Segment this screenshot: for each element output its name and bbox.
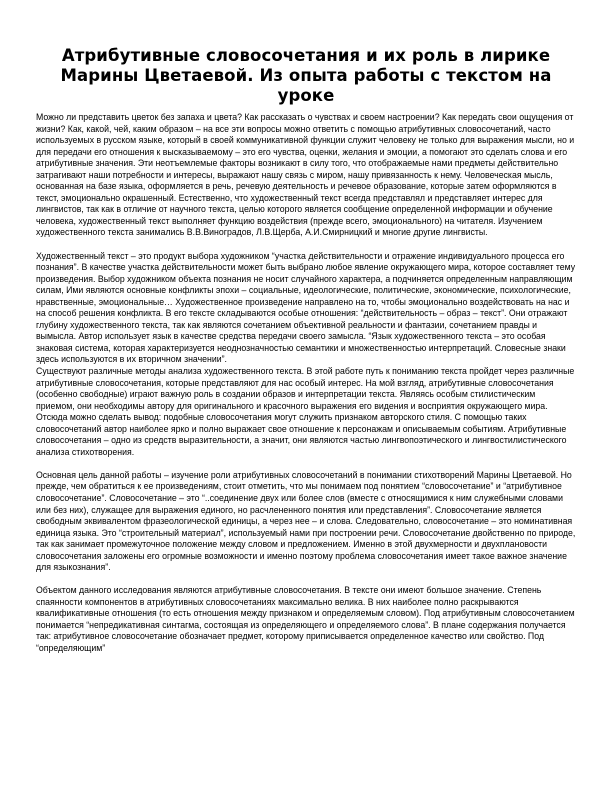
page-title: Атрибутивные словосочетания и их роль в лирике Марины Цветаевой. Из опыта работы с текстом на уроке <box>60 46 552 105</box>
paragraph-artistic-text: Художественный текст – это продукт выбора художником “участка действительности и отражение индивидуального процесса его познания”. В качестве участка действительности может быть выбрано любое явление окружающего мира, которое составляет тему произведения. Выбор художником объекта познания не носит случайного характера, а подчиняется определенным направляющим силам, Ими являются основные конфликты эпохи – социальные, идеологические, политические, экономические, психологические, нравственные, эмоциональные… Художественное произведение направлено на то, чтобы эмоционально воздействовать на нас и на способ решения конфликта. В его тексте складываются особые отношения: “действительность – образ – текст”. Они отражают глубину художественного текста, так как являются сочетанием объективной реальности и фантазии, сочетанием правды и вымысла. Автор использует язык в качестве средства передачи своего замысла. “Язык художественного текста – это особая знаковая система, которая характеризуется неоднозначностью семантики и множественностью интерпретаций. Словесные знаки здесь используются в их вторичном значении”. <box>36 250 576 365</box>
paragraph-main-goal: Основная цель данной работы – изучение роли атрибутивных словосочетаний в понимании стихотворений Марины Цветаевой. Но прежде, чем обратиться к ее произведениям, стоит отметить, что мы понимаем под понятием “словосочетание” и “атрибутивное словосочетание”. Словосочетание – это “..соединение двух или более слов (вместе с относящимися к ним служебными словами или без них), служащее для выражения единого, но расчлененного понятия или представления”. Словосочетание является свободным эквивалентом фразеологической единицы, а через нее – и слова. Следовательно, словосочетание – это номинативная единица языка. Это “строительный материал”, используемый нами при построении речи. Словосочетание двойственно по природе, так как занимает промежуточное положение между словом и предложением. Именно в этой двухмерности и двухплановости словосочетания заложены его огромные возможности и именно поэтому проблема словосочетания имеет такое важное значение для языкознания”. <box>36 469 576 573</box>
paragraph-intro: Можно ли представить цветок без запаха и цвета? Как рассказать о чувствах и своем настроении? Как передать свои ощущения от жизни? Как, какой, чей, каким образом – на все эти вопросы можно ответить с помощью атрибутивных словосочетаний, часто используемых в русском языке, который в своей коммуникативной функции служит человеку не только для выражения мысли, но и для передачи его отношения к высказываемому – это его чувства, оценки, желания и эмоции, а помогают это сделать слова и его атрибутивные значения. Эти неотъемлемые факторы возникают в силу того, что отображаемые нами предметы действительно затрагивают наши потребности и интересы, выражают нашу связь с миром, нашу привязанность к нему. Человеческая мысль, основанная на базе языка, оформляется в речь, речевую деятельность и речевое образование, которые затем оформляются в текст, эмоционально окрашенный. Естественно, что художественный текст всегда представлял и представляет интерес для лингвистов, так как в отличие от научного текста, целью которого является сообщение определенной информации и обучение человека, художественный текст выполняет функцию воздействия (прежде всего, эмоционального) на читателя. Изучением художественного текста занимались В.В.Виноградов, Л.В.Щерба, А.И.Смирницкий и многие другие лингвисты. <box>36 112 575 238</box>
paragraph-analysis-methods: Существуют различные методы анализа художественного текста. В этой работе путь к пониманию текста пройдет через различные атрибутивные словосочетания, которые представляют для нас особый интерес. На мой взгляд, атрибутивные словосочетания (особенно свободные) играют важную роль в создании образов и интерпретации текста. Являясь особым стилистическим приемом, они необходимы автору для оригинального и красочного выражения его видения и восприятия окружающего мира. Отсюда можно сделать вывод: подобные словосочетания могут служить признаком авторского стиля. С помощью таких словосочетаний автор наиболее ярко и полно выражает свое отношение к персонажам и описываемым событиям. Атрибутивные словосочетания – одно из средств выразительности, а значит, они являются частью лингвопоэтического и лингвостилистического анализа стихотворения. <box>36 365 575 457</box>
paragraph-research-object: Объектом данного исследования являются атрибутивные словосочетания. В тексте они имеют большое значение. Степень спаянности компонентов в атрибутивных словосочетаниях максимально велика. В них наиболее полно раскрываются квалификативные отношения (то есть отношения между признаком и определяемым словом). Под атрибутивным словосочетанием понимается “непредикативная синтагма, состоящая из определяющего и определяемого слова”. В плане содержания получается так: атрибутивное словосочетание обозначает предмет, которому приписывается определенное качество или свойство. Под “определяющим” <box>36 585 575 654</box>
